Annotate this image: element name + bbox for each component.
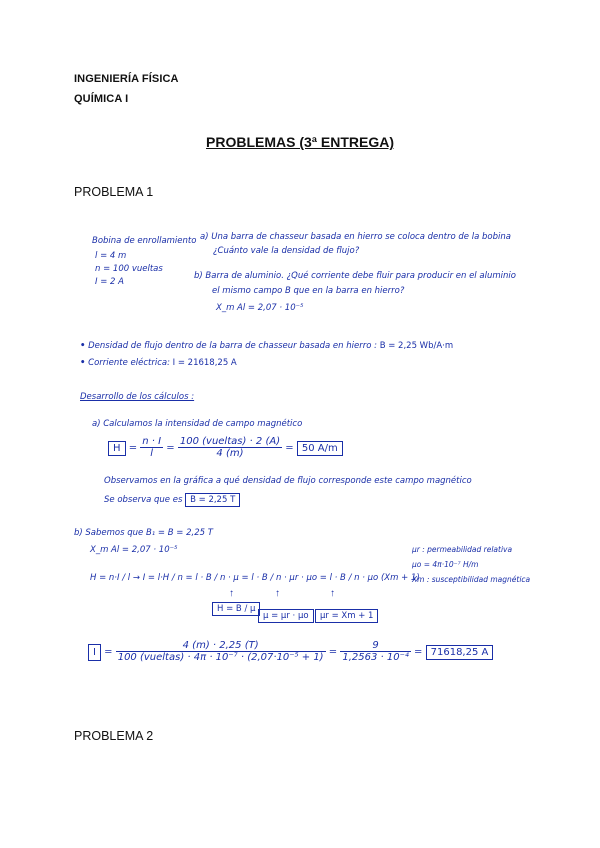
question-b-chi: Χ_m Al = 2,07 · 10⁻⁵	[216, 303, 304, 313]
question-a-line2: ¿Cuánto vale la densidad de flujo?	[213, 246, 360, 256]
relation-box-2: μ = μr · μo	[258, 611, 314, 621]
arrow-up-3: ↑	[330, 588, 335, 599]
question-b-line2: el mismo campo B que en la barra en hierro?	[212, 286, 405, 296]
question-a-line1: a) Una barra de chasseur basada en hierro se coloca dentro de la bobina	[200, 232, 511, 242]
result-2: • Corriente eléctrica: I = 21618,25 A	[80, 358, 237, 368]
legend-mu-r: μr : permeabilidad relativa	[412, 545, 513, 554]
course-line-1: INGENIERÍA FÍSICA	[74, 73, 179, 85]
legend-chi-m: Χm : susceptibilidad magnética	[412, 575, 531, 584]
given-turns: n = 100 vueltas	[95, 264, 163, 274]
problem-2-heading: PROBLEMA 2	[74, 729, 154, 743]
part-b-equation-chain: H = n·I / l → I = l·H / n = l · B / n · μ = l · B / n · μr · μo = l · B / n · μo (Χm + 1)	[90, 573, 420, 583]
given-label: Bobina de enrollamiento	[92, 236, 197, 246]
relation-box-1: H = B / μ	[212, 604, 260, 614]
development-heading: Desarrollo de los cálculos :	[80, 392, 195, 402]
part-a-observation-1: Observamos en la gráfica a qué densidad de flujo corresponde este campo magnético	[104, 476, 472, 486]
part-a-observation-2: Se observa que es B = 2,25 T	[104, 495, 240, 505]
given-length: l = 4 m	[95, 251, 127, 261]
final-computation: I = $\frac{4 (m) \cdot 2,25 (T)}{\text{100 (vueltas) · 4π · 10⁻⁷ · (2,07·10⁻⁵ + 1)}}$ = $\frac{9}{\text{1,2563 · 10⁻⁴}}$ = 71618,25 A	[88, 640, 493, 663]
part-a-b-value: B = 2,25 T	[185, 493, 240, 507]
part-a-equation: H = $\frac{n \cdot I}{l}$ = $\frac{\text{100 (vueltas) · 2 (A)}}{4 (m)}$ = 50 A/m	[108, 436, 343, 459]
arrow-up-1: ↑	[229, 588, 234, 599]
part-b-intro-2: Χ_m Al = 2,07 · 10⁻⁵	[90, 545, 178, 555]
problem-1-heading: PROBLEMA 1	[74, 185, 154, 199]
final-current-value: 71618,25 A	[426, 645, 494, 660]
document-title: PROBLEMAS (3ª ENTREGA)	[206, 134, 394, 150]
relation-box-3: μr = Χm + 1	[315, 611, 378, 621]
arrow-up-2: ↑	[275, 588, 280, 599]
part-a-intro: a) Calculamos la intensidad de campo magnético	[92, 419, 303, 429]
course-line-2: QUÍMICA I	[74, 93, 129, 105]
question-b-line1: b) Barra de aluminio. ¿Qué corriente debe fluir para producir en el aluminio	[194, 271, 516, 281]
result-1: • Densidad de flujo dentro de la barra de chasseur basada en hierro : B = 2,25 Wb/A·m	[80, 341, 454, 351]
legend-mu-o: μo = 4π·10⁻⁷ H/m	[412, 560, 479, 569]
part-b-intro-1: b) Sabemos que B₁ = B = 2,25 T	[74, 528, 213, 538]
given-current: I = 2 A	[95, 277, 124, 287]
part-a-result: 50 A/m	[297, 441, 343, 456]
